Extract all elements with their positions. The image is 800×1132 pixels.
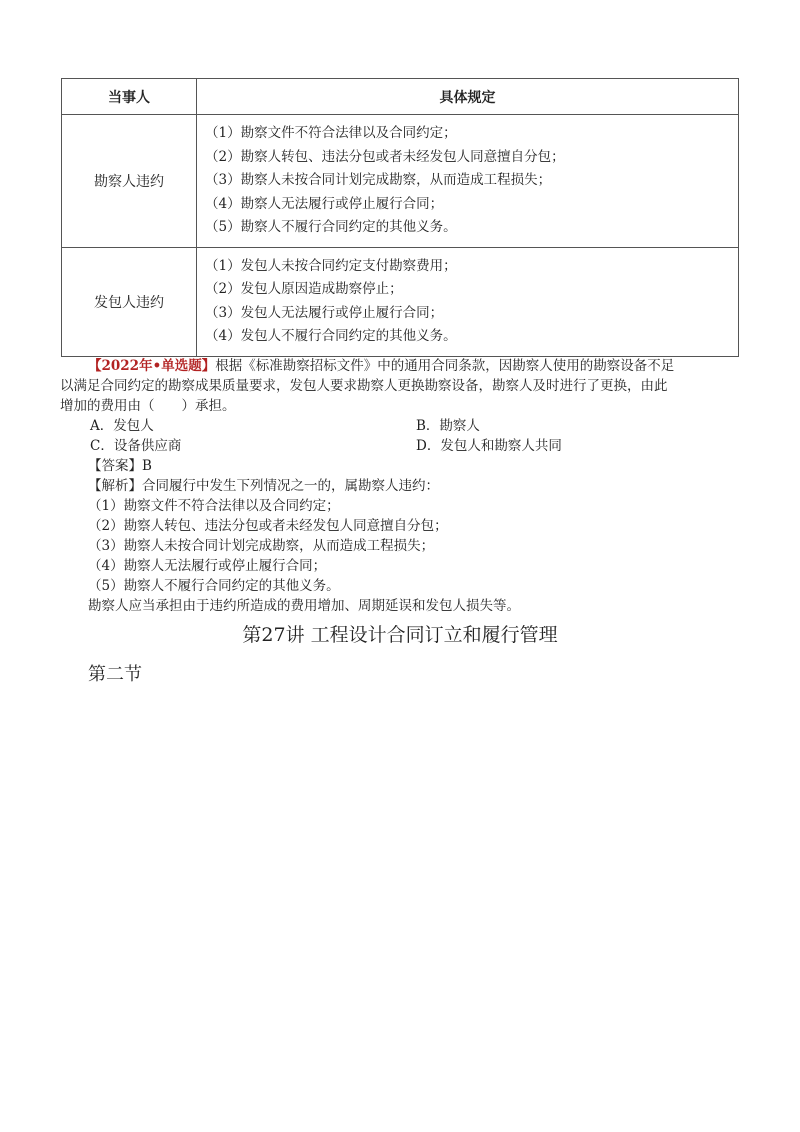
rule-item: （1）发包人未按合同约定支付勘察费用； xyxy=(205,257,457,274)
rule-item: （1）勘察文件不符合法律以及合同约定； xyxy=(205,125,457,141)
answer: 【答案】B xyxy=(88,458,152,474)
rule-item: （2）勘察人转包、违法分包或者未经发包人同意擅自分包； xyxy=(205,148,565,165)
option-a: A．发包人 xyxy=(90,418,154,434)
question-block xyxy=(60,356,748,616)
analysis-item: （5）勘察人不履行合同约定的其他义务。 xyxy=(88,578,340,594)
rules-cell xyxy=(197,115,739,248)
table-header-row xyxy=(62,79,739,115)
table-row xyxy=(62,115,739,248)
stem-line-2: 以满足合同约定的勘察成果质量要求，发包人要求勘察人更换勘察设备，勘察人及时进行了更换，由此 xyxy=(60,378,668,394)
rule-item: （4）勘察人无法履行或停止履行合同； xyxy=(205,195,444,212)
rule-item: （5）勘察人不履行合同约定的其他义务。 xyxy=(205,219,457,235)
option-c: C．设备供应商 xyxy=(90,438,182,454)
rule-item: （3）勘察人未按合同计划完成勘察，从而造成工程损失； xyxy=(205,172,552,188)
analysis-conclusion: 勘察人应当承担由于违约所造成的费用增加、周期延误和发包人损失等。 xyxy=(88,598,520,614)
stem-line-3: 增加的费用由（ ）承担。 xyxy=(60,398,236,414)
lecture-title: 第27讲 工程设计合同订立和履行管理 xyxy=(242,624,558,646)
rules-table xyxy=(61,78,739,357)
header-party: 当事人 xyxy=(62,79,197,115)
rules-cell xyxy=(197,247,739,356)
party-cell: 发包人违约 xyxy=(62,247,197,356)
analysis-item: （1）勘察文件不符合法律以及合同约定； xyxy=(88,498,340,514)
question-stem xyxy=(88,356,748,376)
rule-item: （2）发包人原因造成勘察停止； xyxy=(205,281,403,297)
analysis-item: （3）勘察人未按合同计划完成勘察，从而造成工程损失； xyxy=(88,538,435,554)
options-row-1 xyxy=(88,416,748,436)
header-rules: 具体规定 xyxy=(197,79,739,115)
option-d: D．发包人和勘察人共同 xyxy=(416,438,562,454)
option-b: B．勘察人 xyxy=(416,418,480,434)
rule-item: （4）发包人不履行合同约定的其他义务。 xyxy=(205,328,457,344)
analysis-item: （4）勘察人无法履行或停止履行合同； xyxy=(88,558,327,574)
stem-line-1: 根据《标准勘察招标文件》中的通用合同条款，因勘察人使用的勘察设备不足 xyxy=(215,358,675,374)
rule-item: （3）发包人无法履行或停止履行合同； xyxy=(205,304,444,321)
options-row-2 xyxy=(88,436,748,456)
analysis-intro: 【解析】合同履行中发生下列情况之一的，属勘察人违约： xyxy=(88,478,439,494)
section-title: 第二节 xyxy=(88,664,142,685)
party-cell: 勘察人违约 xyxy=(62,115,197,248)
question-tag: 【2022年•单选题】 xyxy=(88,358,216,374)
analysis-item: （2）勘察人转包、违法分包或者未经发包人同意擅自分包； xyxy=(88,518,448,534)
table-row xyxy=(62,247,739,356)
